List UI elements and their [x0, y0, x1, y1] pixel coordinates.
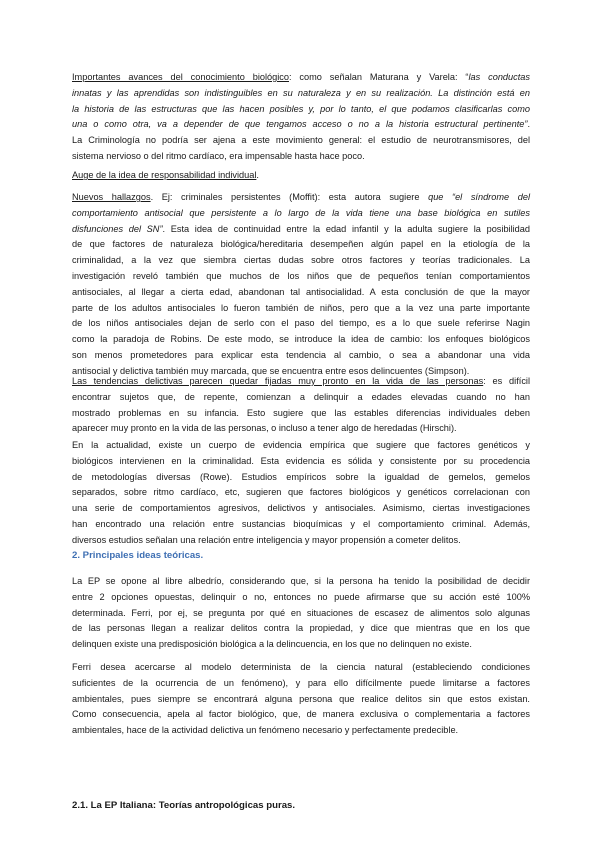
line: parte de los adultos antisociales lo fueron también de niños, pero que a la vez una parte importante: [72, 302, 530, 313]
paragraph-empirical-evidence: [72, 438, 530, 549]
line: son menos prometedores para explicar esta tendencia al cambio, o sea a abandonar una vida: [72, 349, 530, 360]
paragraph-delinquent-tendencies: [72, 374, 530, 437]
line: La Criminología no podría ser ajena a este movimiento general: el estudio de neurotransmisores, del: [72, 135, 530, 146]
line: La EP se opone al libre albedrío, considerando que, si la persona ha tenido la posibilidad de decidir: [72, 576, 530, 586]
line: aparecer muy pronto en la vida de las personas, o incluso a tener algo de heredadas (Hirschi).: [72, 423, 457, 434]
line: Ferri desea acercarse al modelo determinista de la ciencia natural (estableciendo condiciones: [72, 662, 530, 672]
line: diversos estudios señalan una relación entre inteligencia y mayor propensión a cometer delitos.: [72, 534, 461, 545]
line: de las personas llegan a realizar delitos contra la propiedad, y dice que mientras que en los que: [72, 623, 530, 634]
line: criminalidad, a la vez que siembra ciertas dudas sobre otros factores y teorías tradicionales. La: [72, 255, 530, 266]
line: entre 2 opciones opuestas, delinquir o no, entonces no puede afirmarse que su acción esté 100%: [72, 591, 530, 602]
paragraph-free-will: [72, 574, 530, 653]
line: innatas y las aprendidas son indistinguibles en su naturaleza y en su realización. La distinción está en: [72, 87, 530, 98]
line: una serie de comportamientos agresivos, delictivos y antisociales. Asimismo, ciertas investigaciones: [72, 503, 530, 514]
line: comportamiento antisocial que persistente a lo largo de la vida tiene una base biológica en sutiles: [72, 207, 530, 218]
line: disfunciones del SN”. Esta idea de continuidad entre la edad infantil y la adulta sugiere la posibilidad: [72, 223, 531, 234]
line: determinada. Ferri, por ej, se pregunta por qué en situaciones de escasez de alimentos solo algunas: [72, 607, 530, 618]
line: investigación reveló también que muchos de los niños que de pequeños tenían comportamientos: [72, 270, 530, 281]
line: una o como otra, va a depender de que tengamos acceso o no a la historia estructural pertinente”.: [72, 119, 530, 130]
line: de metodologías diversas (Rowe). Estudios empíricos sobre la igualdad de gemelos, gemelos: [72, 471, 530, 482]
line: mostrado problemas en su infancia. Esto sugiere que las estables diferencias individuales deben: [72, 407, 530, 418]
line: sistema nervioso o del ritmo cardíaco, era impensable hasta hace poco.: [72, 150, 365, 161]
line: como la paradoja de Robins. De este modo, se introduce la idea de cambio: los enfoques biológicos: [72, 334, 530, 345]
line: ambientales, hace de la actividad delictiva un fenómeno necesario y perfectamente predecible.: [72, 725, 459, 736]
line: antisociales, al llegar a cierta edad, abandonan tal antisocialidad. A esta conclusión de que la mayor: [72, 286, 530, 297]
paragraph-individual-responsibility: [72, 168, 530, 184]
line: Nuevos hallazgos. Ej: criminales persistentes (Moffit): esta autora sugiere que “el síndrome del: [72, 192, 530, 202]
subsection-heading: 2.1. La EP Italiana: Teorías antropológicas puras.: [72, 800, 296, 811]
line: de que factores de naturaleza biológica/hereditaria desempeñen algún papel en la etiología de la: [72, 239, 530, 250]
line: delinquen existe una predisposición biológica a la delincuencia, en los que no delinquen no existe.: [72, 639, 472, 650]
section-heading: 2. Principales ideas teóricas.: [72, 550, 204, 561]
line: En la actualidad, existe un cuerpo de evidencia empírica que sugiere que factores genéticos y: [72, 440, 530, 450]
line: suficientes de la ocurrencia de un fenómeno), y para ello difícilmente puede limitarse a factores: [72, 677, 530, 688]
line: de los niños antisociales dejan de serlo con el paso del tiempo, es a lo que suele referirse Nagin: [72, 318, 530, 329]
underlined-label: Las tendencias delictivas parecen quedar fijadas muy pronto en la vida de las personas: [72, 376, 484, 386]
line: antisocial y delictiva también muy marcada, que se encuentra entre esos delincuentes (Simpson).: [72, 365, 470, 376]
line: encontrar sujetos que, de repente, comienzan a delinquir a edades elevadas cuando no han: [72, 391, 530, 402]
paragraph-ferri-determinism: [72, 660, 530, 739]
line: Las tendencias delictivas parecen quedar fijadas muy pronto en la vida de las personas: es difícil: [72, 376, 530, 386]
line: han encontrado una relación entre sustancias bioquímicas y el comportamiento criminal. Además,: [72, 518, 530, 529]
line: ambientales, pues siempre se encontrará alguna persona que realice delitos sin que estos existan.: [72, 693, 530, 704]
line: Importantes avances del conocimiento biológico: como señalan Maturana y Varela: “las conductas: [72, 72, 530, 82]
paragraph-biological-advances: [72, 70, 530, 165]
line: Como consecuencia, apela al factor biológico, que, de manera exclusiva o complementaria a factores: [72, 709, 530, 720]
underlined-label: Nuevos hallazgos: [72, 192, 151, 202]
paragraph-new-findings: [72, 190, 530, 380]
line: separados, sobre ritmo cardíaco, etc, sugieren que factores biológicos y genéticos correlacionan con: [72, 487, 530, 498]
line: Auge de la idea de responsabilidad individual.: [72, 170, 259, 180]
line: biológicos intervienen en la criminalidad. Esta evidencia es sólida y consistente por su procedencia: [72, 455, 530, 466]
line: la historia de las estructuras que las hacen posibles y, por lo tanto, el que podamos clasificarlas como: [72, 103, 530, 114]
underlined-label: Importantes avances del conocimiento biológico: [72, 72, 289, 82]
